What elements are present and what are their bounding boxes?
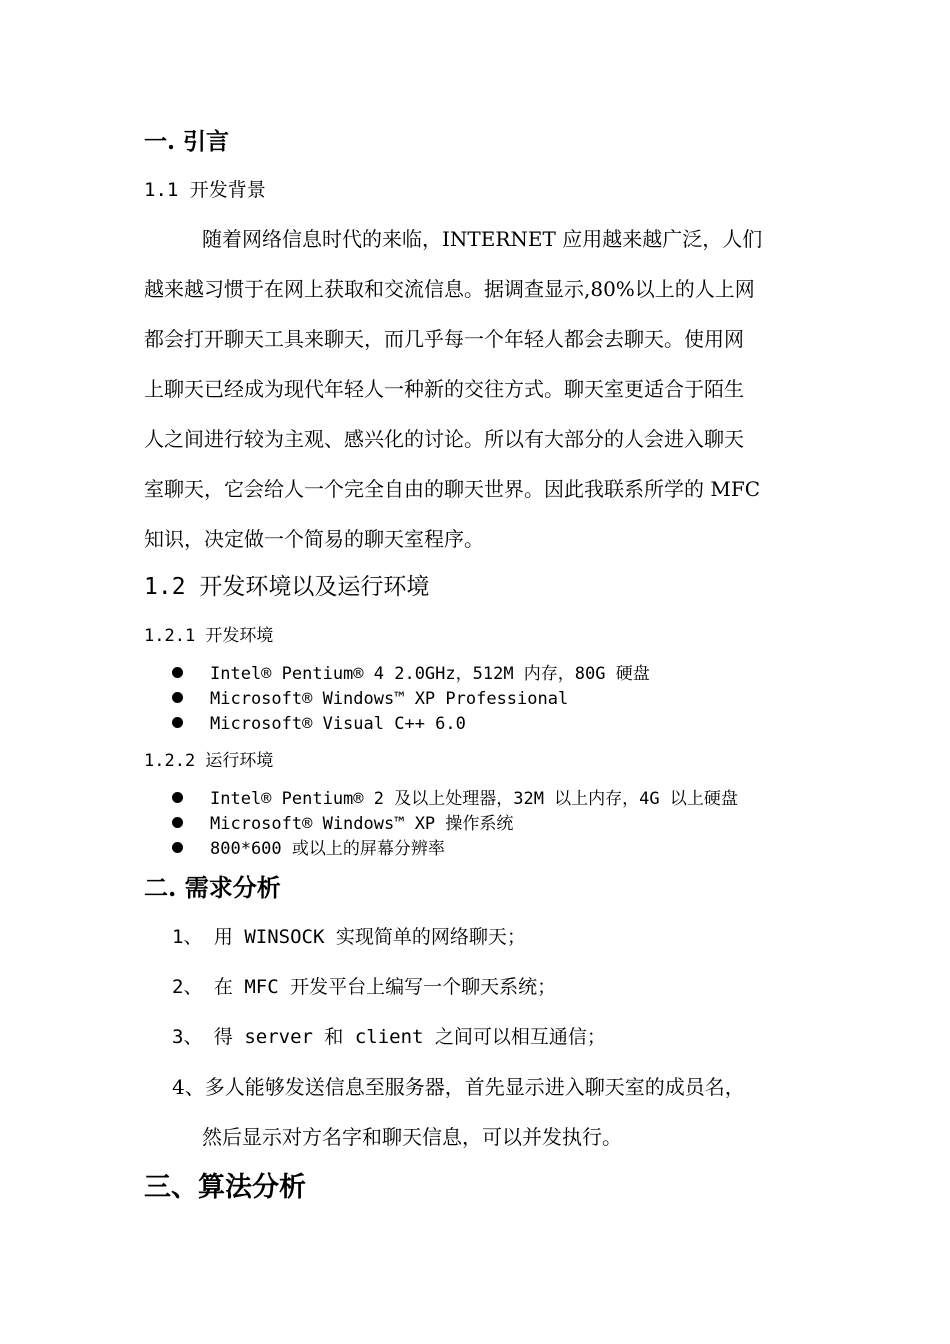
section-1-2-1-heading: 1.2.1 开发环境	[144, 626, 274, 646]
background-paragraph-line-2: 越来越习惯于在网上获取和交流信息。据调查显示,80%以上的人上网	[144, 277, 755, 301]
section-1-1-heading: 1.1 开发背景	[144, 179, 266, 201]
run-env-item	[172, 816, 513, 833]
dev-env-item	[172, 666, 650, 683]
background-paragraph-line-7: 知识，决定做一个简易的聊天室程序。	[144, 527, 484, 551]
background-paragraph-line-3: 都会打开聊天工具来聊天，而几乎每一个年轻人都会去聊天。使用网	[144, 327, 744, 351]
section-1-heading: 一. 引言	[144, 128, 230, 155]
dev-env-item-text: Microsoft® Visual C++ 6.0	[210, 714, 466, 734]
requirement-item-continuation: 然后显示对方名字和聊天信息，可以并发执行。	[202, 1125, 622, 1149]
bullet-icon	[172, 842, 183, 853]
run-env-item-text: 800*600 或以上的屏幕分辨率	[210, 839, 445, 859]
bullet-icon	[172, 692, 183, 703]
background-paragraph-line-6: 室聊天，它会给人一个完全自由的聊天世界。因此我联系所学的 MFC	[144, 477, 761, 501]
requirement-item: 1、 用 WINSOCK 实现简单的网络聊天；	[172, 926, 526, 948]
requirement-item: 2、 在 MFC 开发平台上编写一个聊天系统；	[172, 976, 557, 998]
background-paragraph-line-1: 随着网络信息时代的来临，INTERNET 应用越来越广泛，人们	[202, 227, 763, 251]
run-env-item-text: Microsoft® Windows™ XP 操作系统	[210, 814, 514, 834]
bullet-icon	[172, 667, 183, 678]
section-1-2-heading: 1.2 开发环境以及运行环境	[144, 574, 430, 600]
section-3-heading: 三、算法分析	[144, 1172, 306, 1203]
bullet-icon	[172, 717, 183, 728]
run-env-item	[172, 841, 445, 858]
dev-env-item	[172, 716, 466, 733]
background-paragraph-line-5: 人之间进行较为主观、感兴化的讨论。所以有大部分的人会进入聊天	[144, 427, 744, 451]
run-env-item	[172, 791, 738, 808]
dev-env-item-text: Intel® Pentium® 4 2.0GHz，512M 内存，80G 硬盘	[210, 664, 650, 684]
section-2-heading: 二. 需求分析	[144, 873, 281, 902]
dev-env-item	[172, 691, 568, 708]
requirement-item: 3、 得 server 和 client 之间可以相互通信；	[172, 1026, 606, 1048]
requirement-item: 4、多人能够发送信息至服务器，首先显示进入聊天室的成员名，	[172, 1075, 745, 1099]
dev-env-item-text: Microsoft® Windows™ XP Professional	[210, 689, 569, 709]
section-1-2-2-heading: 1.2.2 运行环境	[144, 751, 274, 771]
bullet-icon	[172, 817, 183, 828]
background-paragraph-line-4: 上聊天已经成为现代年轻人一种新的交往方式。聊天室更适合于陌生	[144, 377, 744, 401]
run-env-item-text: Intel® Pentium® 2 及以上处理器，32M 以上内存，4G 以上硬盘	[210, 789, 738, 809]
bullet-icon	[172, 792, 183, 803]
